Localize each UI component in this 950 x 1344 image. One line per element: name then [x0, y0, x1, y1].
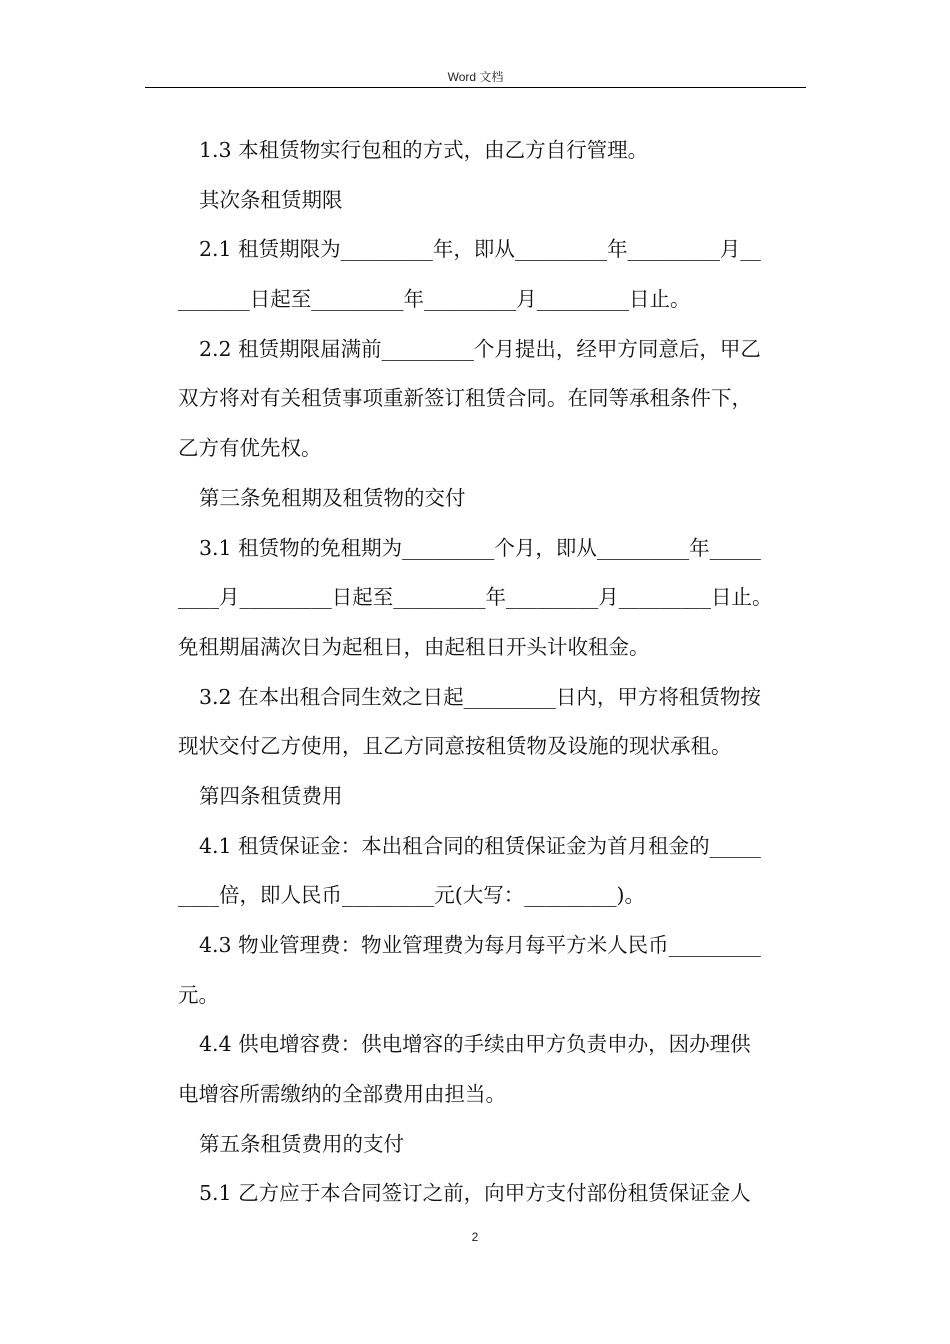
- paragraph-line: 乙方有优先权。: [178, 436, 322, 461]
- section-heading: 其次条租赁期限: [199, 187, 343, 212]
- document-body: [178, 126, 802, 1219]
- paragraph-line: 2.2 租赁期限届满前_________个月提出，经甲方同意后，甲乙: [199, 336, 761, 361]
- paragraph-line: 电增容所需缴纳的全部费用由担当。: [178, 1082, 506, 1107]
- page-header: Word 文档: [447, 70, 504, 84]
- paragraph-line: 4.1 租赁保证金：本出租合同的租赁保证金为首月租金的_____: [199, 833, 761, 858]
- paragraph-line: 现状交付乙方使用，且乙方同意按租赁物及设施的现状承租。: [178, 734, 732, 759]
- paragraph-line: _______日起至_________年_________月_________日止。: [178, 287, 691, 312]
- paragraph-line: 5.1 乙方应于本合同签订之前，向甲方支付部份租赁保证金人: [199, 1181, 751, 1206]
- paragraph-line: 免租期届满次日为起租日，由起租日开头计收租金。: [178, 634, 650, 659]
- section-heading: 第三条免租期及租赁物的交付: [199, 485, 466, 510]
- section-heading: 第五条租赁费用的支付: [199, 1131, 404, 1156]
- header-divider: [145, 87, 806, 88]
- page-number: 2: [471, 1230, 479, 1244]
- paragraph-line: 双方将对有关租赁事项重新签订租赁合同。在同等承租条件下，: [178, 386, 752, 411]
- paragraph-line: 4.3 物业管理费：物业管理费为每月每平方米人民币_________: [199, 933, 761, 957]
- paragraph-line: 1.3 本租赁物实行包租的方式，由乙方自行管理。: [199, 138, 649, 162]
- paragraph-line: 4.4 供电增容费：供电增容的手续由甲方负责申办，因办理供: [199, 1032, 751, 1057]
- paragraph-line: 元。: [178, 982, 219, 1007]
- paragraph-line: 3.2 在本出租合同生效之日起_________日内，甲方将租赁物按: [199, 684, 761, 709]
- section-heading: 第四条租赁费用: [199, 783, 343, 808]
- paragraph-line: 3.1 租赁物的免租期为_________个月，即从_________年_____: [199, 535, 761, 560]
- paragraph-line: ____月_________日起至_________年_________月_________日止。: [178, 585, 773, 610]
- paragraph-line: ____倍，即人民币_________元(大写：_________)。: [178, 883, 645, 908]
- paragraph-line: 2.1 租赁期限为_________年，即从_________年_________月__: [199, 237, 761, 262]
